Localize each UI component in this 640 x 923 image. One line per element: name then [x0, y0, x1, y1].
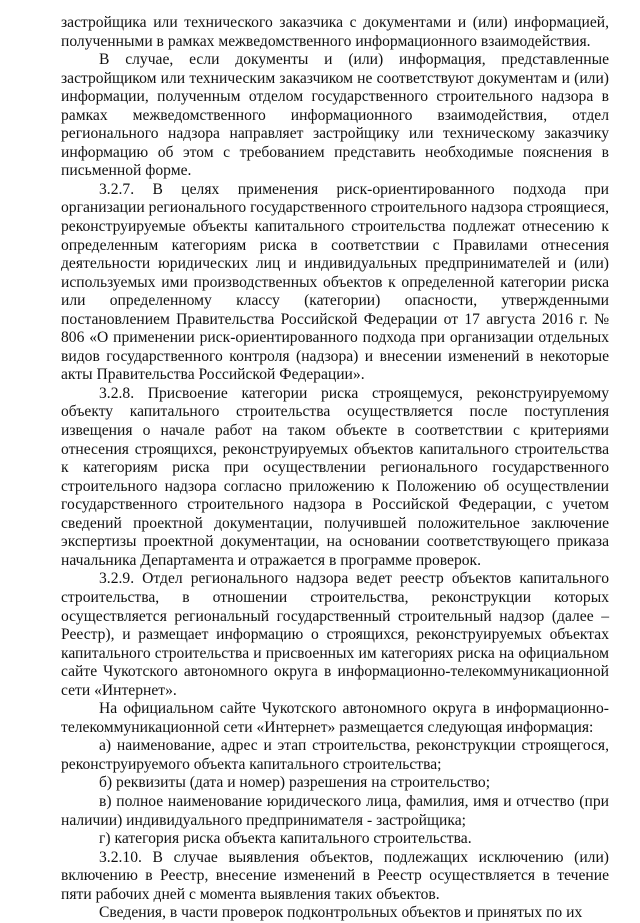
paragraph-info-mismatch: В случае, если документы и (или) информация, представленные застройщиком или техническим заказчиком не соответствуют документам и (или) информации, полученным отделом государственного строительного надзора в рамках межведомственного информационного взаимодействия, отдел регионального надзора направляет застройщику или техническому заказчику информацию об этом с требованием представить необходимые пояснения в письменной форме. — [61, 51, 609, 180]
paragraph-3-2-7: 3.2.7. В целях применения риск-ориентированного подхода при организации регионального государственного строительного надзора строящиеся, реконструируемые объекты капитального строительства подлежат отнесению к определенным категориям риска в соответствии с Правилами отнесения деятельности юридических лиц и индивидуальных предпринимателей и (или) используемых ими производственных объектов к определенной категории риска или определенному классу (категории) опасности, утвержденными постановлением Правительства Российской Федерации от 17 августа 2016 г. № 806 «О применении риск-ориентированного подхода при организации отдельных видов государственного контроля (надзора) и внесении изменений в некоторые акты Правительства Российской Федерации». — [61, 180, 609, 384]
document-page — [61, 14, 609, 923]
paragraph-website-info: На официальном сайте Чукотского автономного округа в информационно-телекоммуникационной сети «Интернет» размещается следующая информация: — [61, 700, 609, 736]
paragraph-3-2-10: 3.2.10. В случае выявления объектов, подлежащих исключению (или) включению в Реестр, внесение изменений в Реестр осуществляется в течение пяти рабочих дней с момента выявления таких объектов. — [61, 848, 609, 903]
paragraph-3-2-9: 3.2.9. Отдел регионального надзора ведет реестр объектов капитального строительства, в отношении строительства, реконструкции которых осуществляется региональный государственный строительный надзор (далее – Реестр), и размещает информацию о строящихся, реконструируемых объектах капитального строительства и присвоенных им категориях риска на официальном сайте Чукотского автономного округа в информационно-телекоммуникационной сети «Интернет». — [61, 570, 609, 699]
list-item-v: в) полное наименование юридического лица, фамилия, имя и отчество (при наличии) индивидуального предпринимателя - застройщика; — [61, 792, 609, 829]
paragraph-3-2-8: 3.2.8. Присвоение категории риска строящемуся, реконструируемому объекту капитального строительства осуществляется после поступления извещения о начале работ на таком объекте в соответствии с критериями отнесения строящихся, реконструируемых объектов капитального строительства к категориям риска при осуществлении регионального государственного строительного надзора согласно приложению к Положению об осуществлении государственного строительного надзора в Российской Федерации, с учетом сведений проектной документации, получившей положительное заключение экспертизы проектной документации, на основании соответствующего приказа начальника Департамента и отражается в программе проверок. — [61, 384, 609, 569]
paragraph-continuation: застройщика или технического заказчика с документами и (или) информацией, полученными в рамках межведомственного информационного взаимодействия. — [61, 14, 609, 50]
paragraph-truncated: Сведения, в части проверок подконтрольных объектов и принятых по их — [99, 904, 583, 922]
list-item-a: а) наименование, адрес и этап строительства, реконструкции строящегося, реконструируемого объекта капитального строительства; — [61, 737, 609, 773]
list-item-b: б) реквизиты (дата и номер) разрешения на строительство; — [99, 774, 491, 792]
list-item-g: г) категория риска объекта капитального строительства. — [99, 830, 472, 848]
